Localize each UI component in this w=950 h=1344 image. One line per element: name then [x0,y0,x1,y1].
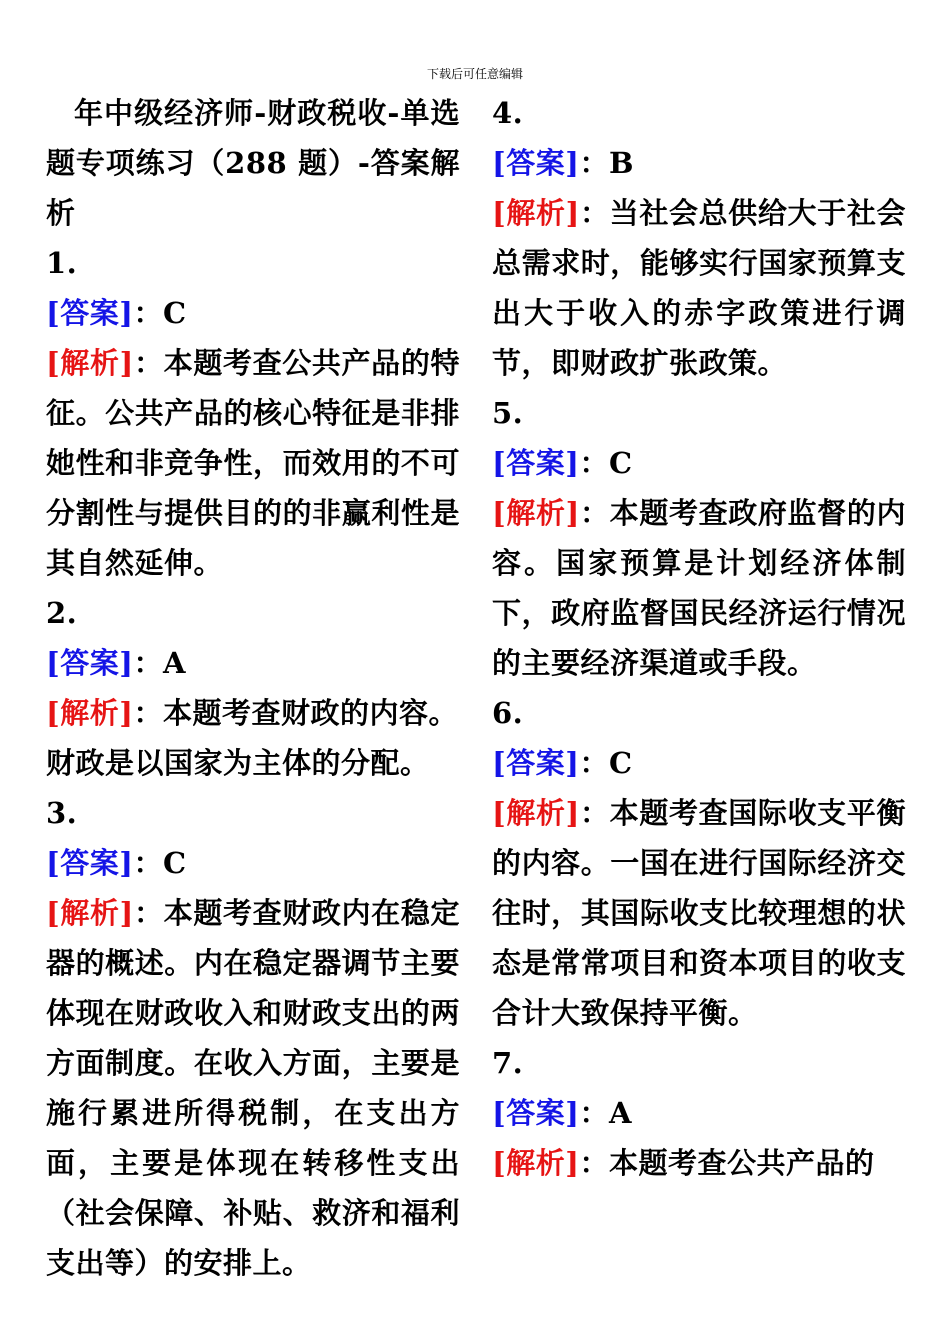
analysis-label: [解析] [492,496,580,530]
analysis-text: 本题考查政府监督的内容。国家预算是计划经济体制下，政府监督国民经济运行情况的主要经济渠道或手段。 [492,496,906,680]
analysis-colon: ： [579,1146,609,1180]
left-column [46,88,460,1288]
answer-colon: ： [579,746,609,780]
answer-line [492,738,906,788]
answer-label: [答案] [492,1096,580,1130]
analysis-colon: ： [133,696,163,730]
question-number: 2. [46,596,78,630]
answer-value: C [162,846,187,880]
analysis-paragraph [46,338,460,588]
analysis-paragraph [46,688,460,788]
answer-label: [答案] [492,146,580,180]
answer-colon: ： [133,646,163,680]
answer-colon: ： [579,146,609,180]
answer-label: [答案] [46,846,134,880]
question-block [492,88,906,388]
answer-line [492,138,906,188]
analysis-paragraph [492,1138,906,1188]
analysis-text: 本题考查公共产品的特征。公共产品的核心特征是非排她性和非竞争性，而效用的不可分割性与提供目的的非赢利性是其自然延伸。 [46,346,460,580]
analysis-paragraph [492,188,906,388]
analysis-text: 本题考查财政内在稳定器的概述。内在稳定器调节主要体现在财政收入和财政支出的两方面制度。在收入方面，主要是施行累进所得税制，在支出方面，主要是体现在转移性支出（社会保障、补贴、救济和福利支出等）的安排上。 [46,896,460,1280]
answer-line [492,1088,906,1138]
analysis-text: 本题考查公共产品的 [608,1146,875,1180]
analysis-colon: ： [579,796,610,830]
question-block [492,1038,906,1188]
analysis-label: [解析] [46,696,134,730]
question-block [46,238,460,588]
page-header: 下载后可任意编辑 [426,67,523,81]
analysis-label: [解析] [492,1146,580,1180]
answer-value: B [608,146,634,180]
question-number: 7. [492,1046,524,1080]
question-number: 5. [492,396,524,430]
answer-colon: ： [579,1096,609,1130]
answer-label: [答案] [46,296,134,330]
analysis-text: 当社会总供给大于社会总需求时，能够实行国家预算支出大于收入的赤字政策进行调节，即财政扩张政策。 [492,196,906,380]
analysis-colon: ： [133,346,164,380]
answer-value: A [608,1096,632,1130]
analysis-paragraph [492,488,906,688]
answer-line [492,438,906,488]
analysis-paragraph [46,888,460,1288]
answer-label: [答案] [492,446,580,480]
analysis-colon: ： [133,896,164,930]
answer-line [46,838,460,888]
analysis-text: 本题考查国际收支平衡的内容。一国在进行国际经济交往时，其国际收支比较理想的状态是常常项目和资本项目的收支合计大致保持平衡。 [492,796,906,1030]
analysis-colon: ： [579,196,610,230]
question-number: 3. [46,796,78,830]
answer-colon: ： [579,446,609,480]
analysis-label: [解析] [492,196,580,230]
question-number: 6. [492,696,524,730]
answer-value: C [162,296,187,330]
answer-value: C [608,446,633,480]
answer-line [46,288,460,338]
question-block [46,588,460,788]
answer-line [46,638,460,688]
right-column [492,88,906,1188]
answer-label: [答案] [46,646,134,680]
analysis-label: [解析] [46,896,134,930]
question-number: 4. [492,96,524,130]
question-block [492,688,906,1038]
document-title: 年中级经济师-财政税收-单选题专项练习（288 题）-答案解析 [46,96,460,230]
answer-value: C [608,746,633,780]
analysis-label: [解析] [492,796,580,830]
analysis-text: 本题考查财政的内容。财政是以国家为主体的分配。 [46,696,458,780]
analysis-colon: ： [579,496,610,530]
analysis-paragraph [492,788,906,1038]
question-number: 1. [46,246,78,280]
question-block [46,788,460,1288]
answer-colon: ： [133,296,163,330]
answer-label: [答案] [492,746,580,780]
answer-colon: ： [133,846,163,880]
answer-value: A [162,646,186,680]
question-block [492,388,906,688]
analysis-label: [解析] [46,346,134,380]
